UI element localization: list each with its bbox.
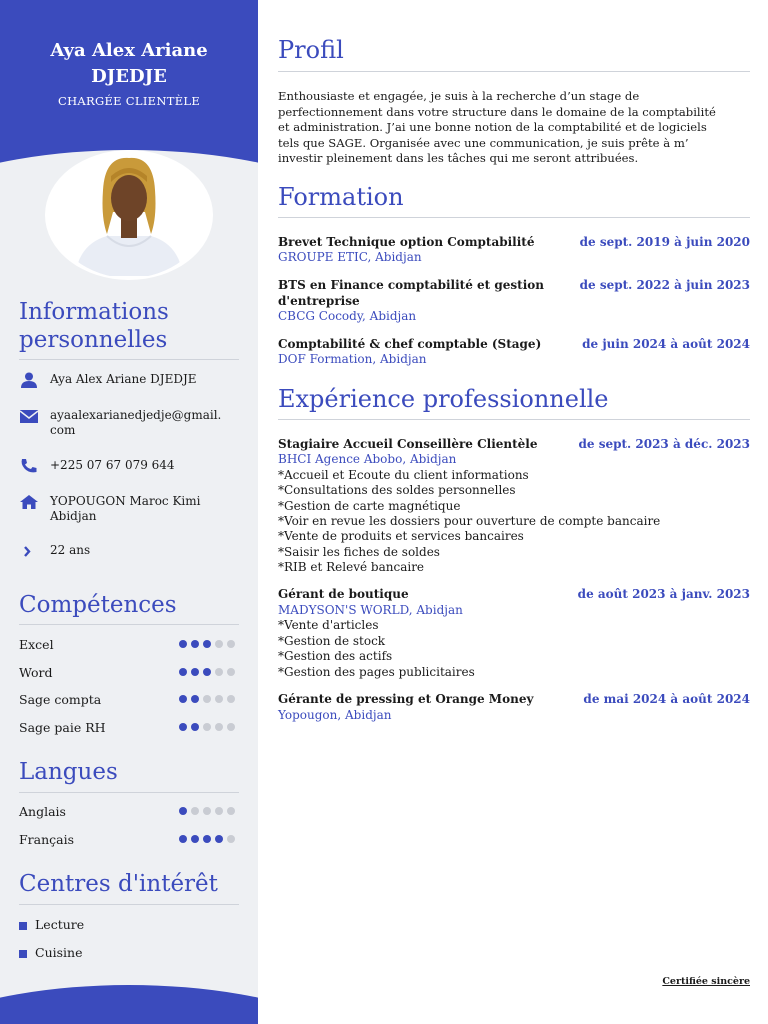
person-icon xyxy=(19,372,39,388)
level-dot xyxy=(191,640,199,648)
skill-level-dots xyxy=(179,668,241,678)
chevron-right-icon xyxy=(19,543,39,559)
level-dot xyxy=(227,835,235,843)
languages-title: Langues xyxy=(19,759,118,785)
info-address xyxy=(50,494,245,524)
experience-task: *Gestion de stock xyxy=(278,634,386,648)
experience-task: *Voir en revue les dossiers pour ouverture de compte bancaire xyxy=(278,514,661,528)
level-dot xyxy=(191,695,199,703)
level-dot xyxy=(227,723,235,731)
level-dot xyxy=(215,640,223,648)
languages-divider xyxy=(19,792,239,793)
language-level-dots xyxy=(179,835,241,845)
language-name: Anglais xyxy=(19,804,66,819)
level-dot xyxy=(203,695,211,703)
experience-1-title: Stagiaire Accueil Conseillère Clientèle xyxy=(278,437,538,451)
level-dot xyxy=(179,695,187,703)
level-dot xyxy=(191,723,199,731)
skill-level-dots xyxy=(179,640,241,650)
skill-row xyxy=(19,692,241,708)
experience-3-title: Gérante de pressing et Orange Money xyxy=(278,692,534,706)
level-dot xyxy=(179,807,187,815)
experience-3-date: de mai 2024 à août 2024 xyxy=(583,692,750,706)
interests-divider xyxy=(19,904,239,905)
info-address-line2: Abidjan xyxy=(50,509,97,523)
education-3-title: Comptabilité & chef comptable (Stage) xyxy=(278,337,542,351)
skill-row xyxy=(19,637,241,653)
info-email-line1: ayaalexarianedjedje@gmail. xyxy=(50,408,222,422)
language-level-dots xyxy=(179,807,241,817)
level-dot xyxy=(215,723,223,731)
certification-note: Certifiée sincère xyxy=(662,976,750,987)
education-title: Formation xyxy=(278,183,404,211)
level-dot xyxy=(179,723,187,731)
education-2-date: de sept. 2022 à juin 2023 xyxy=(579,278,750,292)
candidate-role: CHARGÉE CLIENTÈLE xyxy=(57,94,201,108)
personal-info-title-line2: personnelles xyxy=(19,327,168,353)
level-dot xyxy=(215,695,223,703)
skill-level-dots xyxy=(179,695,241,705)
interest-label: Lecture xyxy=(35,917,85,932)
interests-title: Centres d'intérêt xyxy=(19,871,218,897)
experience-3-place: Yopougon, Abidjan xyxy=(278,708,392,722)
sidebar-footer-curve xyxy=(0,985,258,1024)
skills-divider xyxy=(19,624,239,625)
experience-2-place: MADYSON'S WORLD, Abidjan xyxy=(278,603,463,617)
info-address-line1: YOPOUGON Maroc Kimi xyxy=(50,494,201,508)
level-dot xyxy=(227,668,235,676)
level-dot xyxy=(227,640,235,648)
experience-title: Expérience professionnelle xyxy=(278,385,609,413)
level-dot xyxy=(179,668,187,676)
level-dot xyxy=(215,668,223,676)
profile-title: Profil xyxy=(278,36,344,64)
education-3-date: de juin 2024 à août 2024 xyxy=(582,337,750,351)
interest-label: Cuisine xyxy=(35,945,83,960)
profile-text xyxy=(278,89,752,167)
level-dot xyxy=(227,695,235,703)
experience-2-title: Gérant de boutique xyxy=(278,587,409,601)
education-2-title xyxy=(278,278,568,309)
experience-task: *Accueil et Ecoute du client informations xyxy=(278,468,529,482)
education-1-title: Brevet Technique option Comptabilité xyxy=(278,235,535,249)
info-email[interactable] xyxy=(50,408,245,438)
education-2-title-line1: BTS en Finance comptabilité et gestion xyxy=(278,278,544,292)
education-1-date: de sept. 2019 à juin 2020 xyxy=(579,235,750,249)
info-age: 22 ans xyxy=(50,543,91,557)
candidate-name-line1: Aya Alex Ariane xyxy=(50,40,208,61)
experience-task: *Vente de produits et services bancaires xyxy=(278,529,524,543)
experience-task: *Saisir les fiches de soldes xyxy=(278,545,440,559)
skill-level-dots xyxy=(179,723,241,733)
profile-line: Enthousiaste et engagée, je suis à la recherche d’un stage de xyxy=(278,89,640,103)
experience-task: *Gestion des actifs xyxy=(278,649,393,663)
home-icon xyxy=(19,494,39,510)
candidate-name xyxy=(0,38,258,90)
profile-line: et administration. J’ai une bonne notion de la comptabilité et de logiciels xyxy=(278,120,707,134)
level-dot xyxy=(191,668,199,676)
level-dot xyxy=(203,835,211,843)
skill-name: Sage compta xyxy=(19,692,102,707)
skill-name: Excel xyxy=(19,637,54,652)
level-dot xyxy=(179,640,187,648)
profile-line: perfectionnement dans votre structure dans le domaine de la comptabilité xyxy=(278,104,716,119)
language-row xyxy=(19,832,241,848)
experience-1-place: BHCI Agence Abobo, Abidjan xyxy=(278,452,457,466)
profile-line: tels que SAGE. Organisée avec une communication, je suis prête à m’ xyxy=(278,135,689,150)
profile-line: investir pleinement dans les tâches qui me seront attribuées. xyxy=(278,151,639,165)
education-2-title-line2: d'entreprise xyxy=(278,293,360,308)
skill-name: Word xyxy=(19,664,53,680)
phone-icon xyxy=(19,458,39,474)
level-dot xyxy=(203,640,211,648)
skill-row xyxy=(19,665,241,681)
experience-1-date: de sept. 2023 à déc. 2023 xyxy=(578,437,750,451)
experience-task: *RIB et Relevé bancaire xyxy=(278,560,425,574)
skill-row xyxy=(19,720,241,736)
education-2-place: CBCG Cocody, Abidjan xyxy=(278,309,417,323)
square-bullet-icon xyxy=(19,922,27,930)
education-1-place: GROUPE ETIC, Abidjan xyxy=(278,250,422,264)
info-email-line2: com xyxy=(50,423,76,437)
square-bullet-icon xyxy=(19,950,27,958)
experience-divider xyxy=(278,419,750,420)
profile-photo xyxy=(45,152,213,276)
level-dot xyxy=(179,835,187,843)
language-row xyxy=(19,804,241,820)
personal-info-title xyxy=(19,298,169,354)
level-dot xyxy=(191,835,199,843)
level-dot xyxy=(203,668,211,676)
info-full-name: Aya Alex Ariane DJEDJE xyxy=(50,372,197,386)
personal-info-title-line1: Informations xyxy=(19,299,169,325)
skills-title: Compétences xyxy=(19,592,177,618)
education-3-place: DOF Formation, Abidjan xyxy=(278,352,427,366)
level-dot xyxy=(215,807,223,815)
level-dot xyxy=(203,723,211,731)
level-dot xyxy=(227,807,235,815)
experience-2-date: de août 2023 à janv. 2023 xyxy=(577,587,750,601)
experience-task: *Consultations des soldes personnelles xyxy=(278,483,516,497)
envelope-icon xyxy=(19,408,39,424)
level-dot xyxy=(191,807,199,815)
candidate-name-line2: DJEDJE xyxy=(91,66,167,87)
education-divider xyxy=(278,217,750,218)
sidebar xyxy=(0,0,258,1024)
experience-task: *Gestion de carte magnétique xyxy=(278,499,461,513)
level-dot xyxy=(215,835,223,843)
personal-info-divider xyxy=(19,359,239,360)
experience-task: *Vente d'articles xyxy=(278,618,379,632)
experience-task: *Gestion des pages publicitaires xyxy=(278,665,475,679)
level-dot xyxy=(203,807,211,815)
profile-divider xyxy=(278,71,750,72)
skill-name: Sage paie RH xyxy=(19,719,106,735)
info-phone[interactable]: +225 07 67 079 644 xyxy=(50,458,175,472)
language-name: Français xyxy=(19,832,75,847)
